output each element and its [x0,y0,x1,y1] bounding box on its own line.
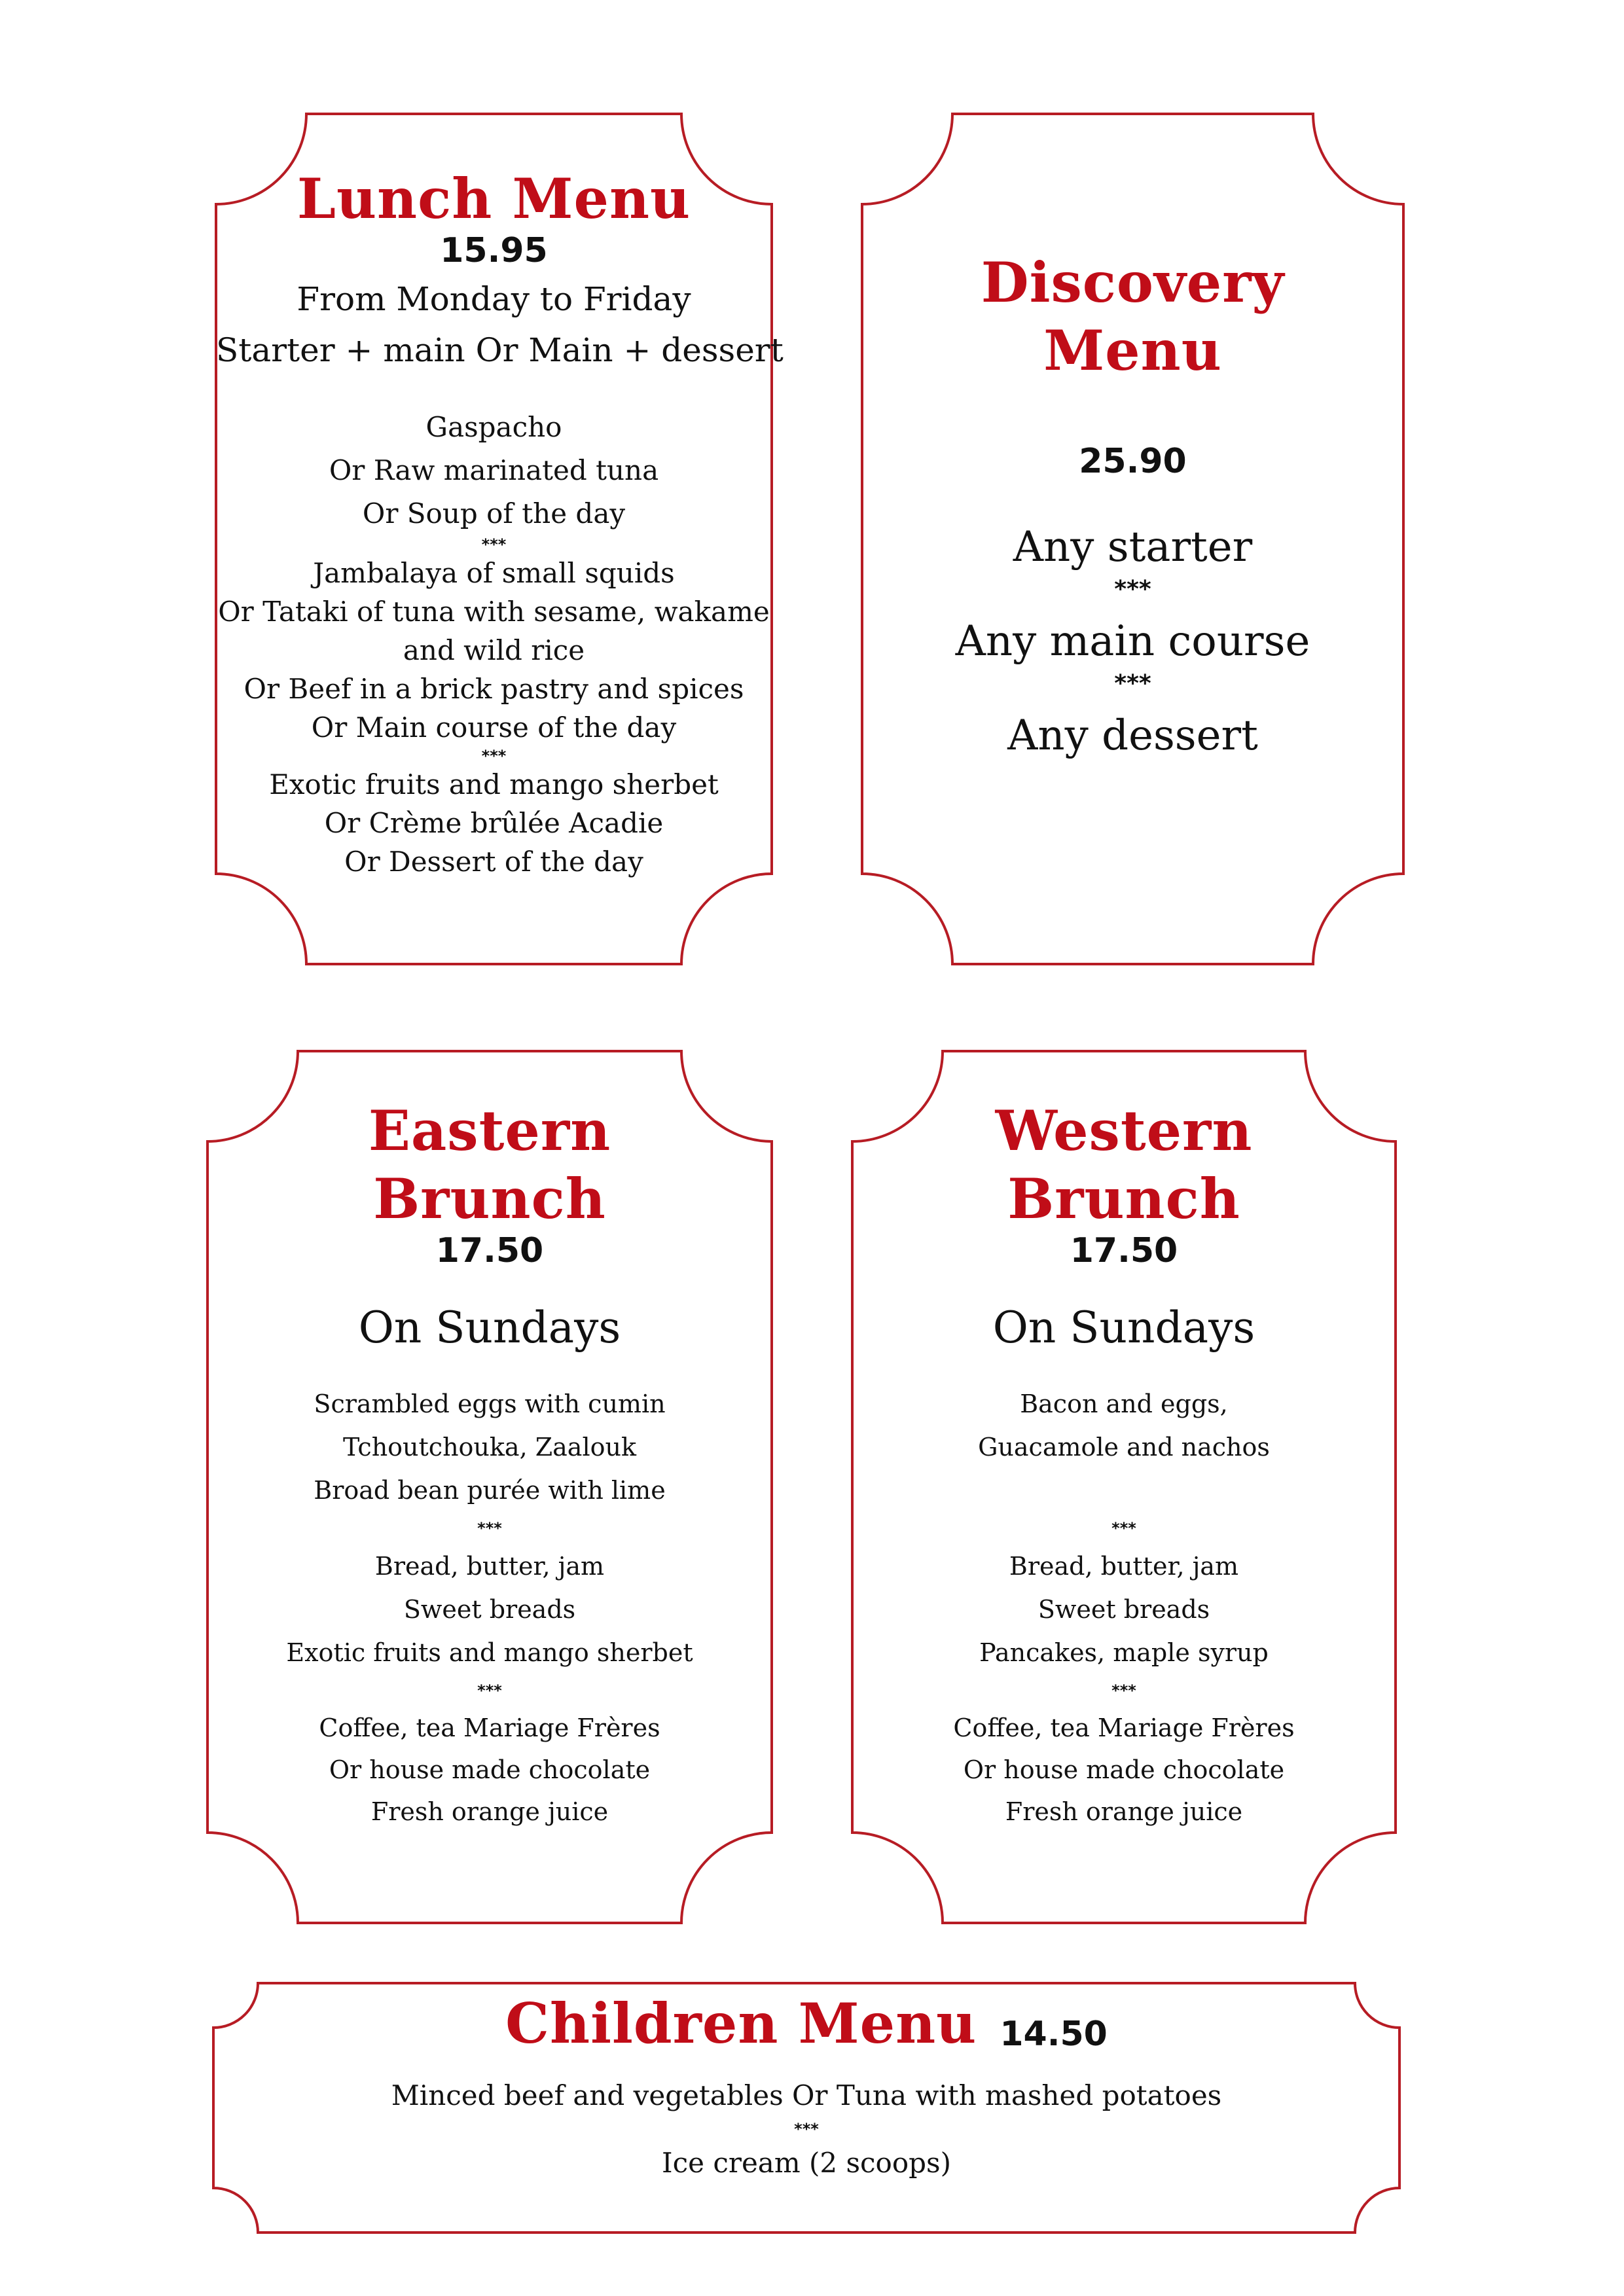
children-main: Minced beef and vegetables Or Tuna with mashed potatoes [391,2079,1222,2111]
list-item: Or Dessert of the day [344,846,643,878]
lunch-desserts [216,765,772,881]
eastern-group-3 [208,1707,772,1833]
list-item: Or Tataki of tuna with sesame, wakame [218,596,770,628]
lunch-menu [216,165,784,881]
list-item: Tchoutchouka, Zaalouk [343,1433,636,1462]
list-item: Fresh orange juice [370,1797,609,1826]
list-item: Guacamole and nachos [978,1433,1270,1462]
list-item: Coffee, tea Mariage Frères [953,1713,1295,1742]
discovery-menu [862,249,1403,762]
children-price: 14.50 [1000,2015,1108,2054]
lunch-title: Lunch Menu [297,166,691,231]
list-item: Exotic fruits and mango sherbet [286,1638,693,1667]
discovery-title-line1: Discovery [981,250,1285,315]
children-header [213,1990,1399,2058]
eastern-day: On Sundays [358,1302,621,1353]
eastern-group-2 [208,1545,772,1674]
separator: *** [481,747,507,765]
list-item: Sweet breads [1038,1595,1210,1624]
list-item: Or Raw marinated tuna [329,454,659,486]
lunch-starters [216,406,772,535]
western-group-1 [852,1382,1396,1512]
list-item: Bread, butter, jam [374,1552,605,1581]
discovery-item-dessert: Any dessert [1007,711,1258,760]
list-item: Or house made chocolate [329,1755,651,1784]
list-item: Bread, butter, jam [1009,1552,1239,1581]
list-item: Broad bean purée with lime [314,1476,666,1505]
separator: *** [1114,670,1151,697]
western-price: 17.50 [1070,1231,1178,1270]
separator: *** [1114,576,1151,603]
list-item: Exotic fruits and mango sherbet [269,768,719,800]
children-menu [213,1990,1399,2182]
discovery-item-main: Any main course [955,617,1310,666]
children-title: Children Menu [505,1991,977,2056]
list-item: and wild rice [403,634,585,666]
list-item: Fresh orange juice [1005,1797,1243,1826]
western-title-line1: Western [995,1098,1253,1163]
list-item: Jambalaya of small squids [313,557,675,589]
western-brunch [852,1097,1396,1833]
lunch-mains [216,554,772,747]
western-group-3 [852,1707,1396,1833]
western-group-2 [852,1545,1396,1674]
list-item: Or Crème brûlée Acadie [324,807,664,839]
eastern-group-1 [208,1382,772,1512]
eastern-title-line1: Eastern [368,1098,611,1163]
list-item: Or Soup of the day [362,497,626,529]
separator: *** [1111,1519,1136,1537]
eastern-price: 17.50 [435,1231,544,1270]
lunch-price: 15.95 [440,231,548,270]
separator: *** [481,535,507,554]
separator: *** [794,2120,819,2138]
list-item: Bacon and eggs, [1020,1390,1228,1418]
lunch-formula: Starter + main Or Main + dessert [216,331,784,369]
discovery-price: 25.90 [1079,442,1187,481]
list-item: Pancakes, maple syrup [979,1638,1269,1667]
children-dessert: Ice cream (2 scoops) [662,2147,951,2179]
separator: *** [1111,1681,1136,1700]
western-day: On Sundays [992,1302,1255,1353]
eastern-brunch [208,1097,772,1833]
list-item: Scrambled eggs with cumin [314,1390,666,1418]
lunch-schedule: From Monday to Friday [297,280,691,318]
list-item: Coffee, tea Mariage Frères [319,1713,660,1742]
separator: *** [477,1681,502,1700]
western-title-line2: Brunch [1007,1166,1240,1231]
list-item: Sweet breads [403,1595,576,1624]
list-item: Or Main course of the day [311,711,677,744]
discovery-item-starter: Any starter [1013,523,1253,571]
list-item: Or house made chocolate [963,1755,1285,1784]
list-item: Or Beef in a brick pastry and spices [244,673,744,705]
discovery-title-line2: Menu [1043,318,1222,383]
eastern-title-line2: Brunch [373,1166,606,1231]
separator: *** [477,1519,502,1537]
list-item: Gaspacho [425,411,562,443]
